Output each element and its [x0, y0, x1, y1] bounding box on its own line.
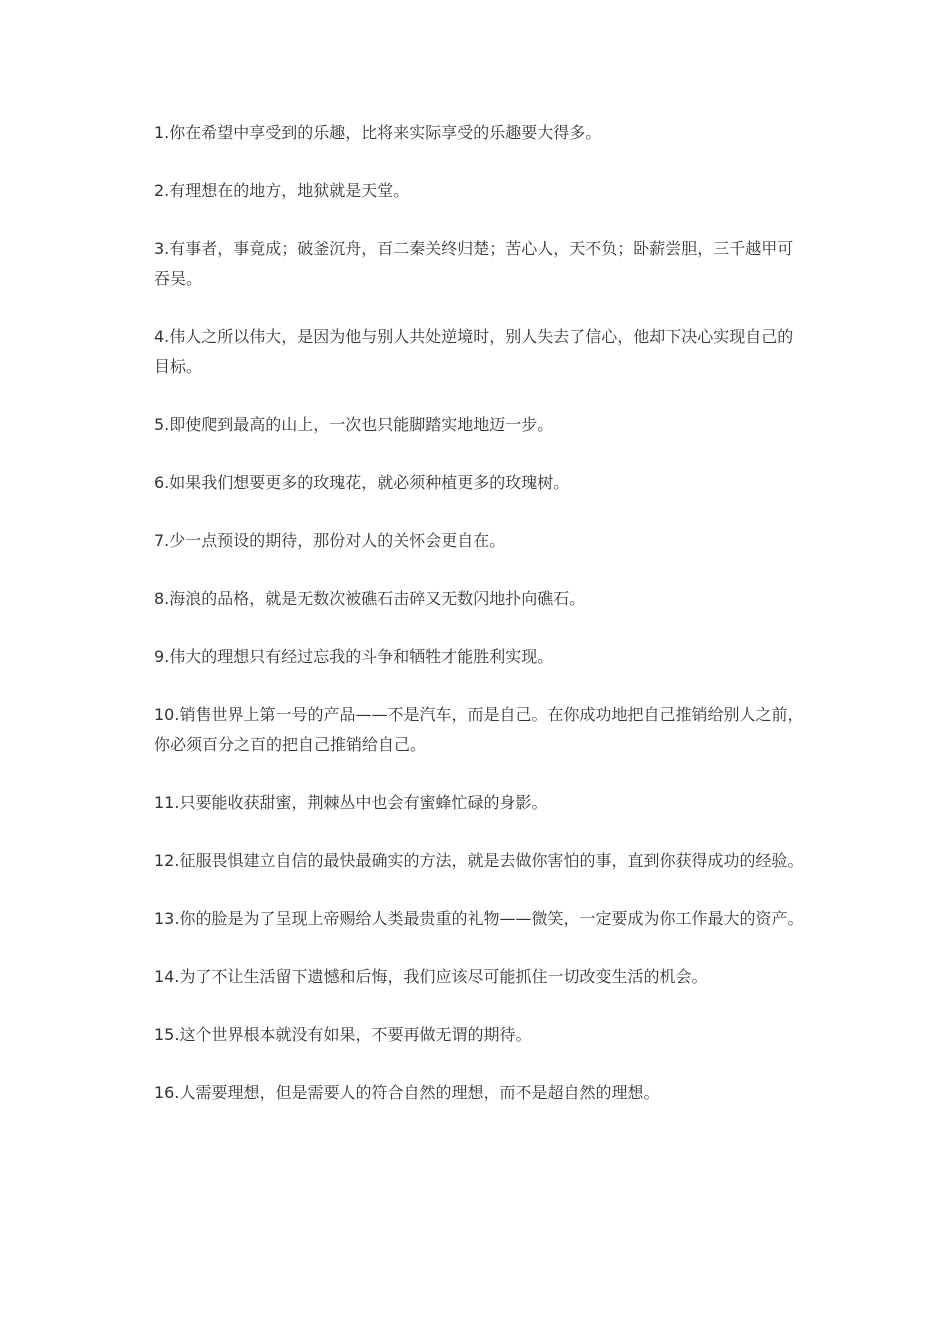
quote-item-12: 12.征服畏惧建立自信的最快最确实的方法，就是去做你害怕的事，直到你获得成功的经验。: [154, 851, 804, 870]
quote-item-16: 16.人需要理想，但是需要人的符合自然的理想，而不是超自然的理想。: [154, 1083, 660, 1102]
quote-item-9: 9.伟大的理想只有经过忘我的斗争和牺牲才能胜利实现。: [154, 647, 554, 666]
quote-list: [154, 118, 804, 1136]
quote-item-6: 6.如果我们想要更多的玫瑰花，就必须种植更多的玫瑰树。: [154, 473, 570, 492]
quote-item-5: 5.即使爬到最高的山上，一次也只能脚踏实地地迈一步。: [154, 415, 554, 434]
quote-item-15: 15.这个世界根本就没有如果，不要再做无谓的期待。: [154, 1025, 532, 1044]
quote-item-13: 13.你的脸是为了呈现上帝赐给人类最贵重的礼物——微笑，一定要成为你工作最大的资产。: [154, 909, 804, 928]
quote-item-8: 8.海浪的品格，就是无数次被礁石击碎又无数闪地扑向礁石。: [154, 589, 586, 608]
quote-item-14: 14.为了不让生活留下遗憾和后悔，我们应该尽可能抓住一切改变生活的机会。: [154, 967, 708, 986]
quote-item-7: 7.少一点预设的期待，那份对人的关怀会更自在。: [154, 531, 506, 550]
quote-item-10: 10.销售世界上第一号的产品——不是汽车，而是自己。在你成功地把自己推销给别人之前，你必须百分之百的把自己推销给自己。: [154, 705, 804, 754]
quote-item-1: 1.你在希望中享受到的乐趣，比将来实际享受的乐趣要大得多。: [154, 123, 602, 142]
quote-item-3: 3.有事者，事竟成；破釜沉舟，百二秦关终归楚；苦心人，天不负；卧薪尝胆，三千越甲可吞吴。: [154, 239, 794, 288]
quote-item-2: 2.有理想在的地方，地狱就是天堂。: [154, 181, 410, 200]
quote-item-11: 11.只要能收获甜蜜，荆棘丛中也会有蜜蜂忙碌的身影。: [154, 793, 548, 812]
quote-item-4: 4.伟人之所以伟大，是因为他与别人共处逆境时，别人失去了信心，他却下决心实现自己的目标。: [154, 327, 794, 376]
